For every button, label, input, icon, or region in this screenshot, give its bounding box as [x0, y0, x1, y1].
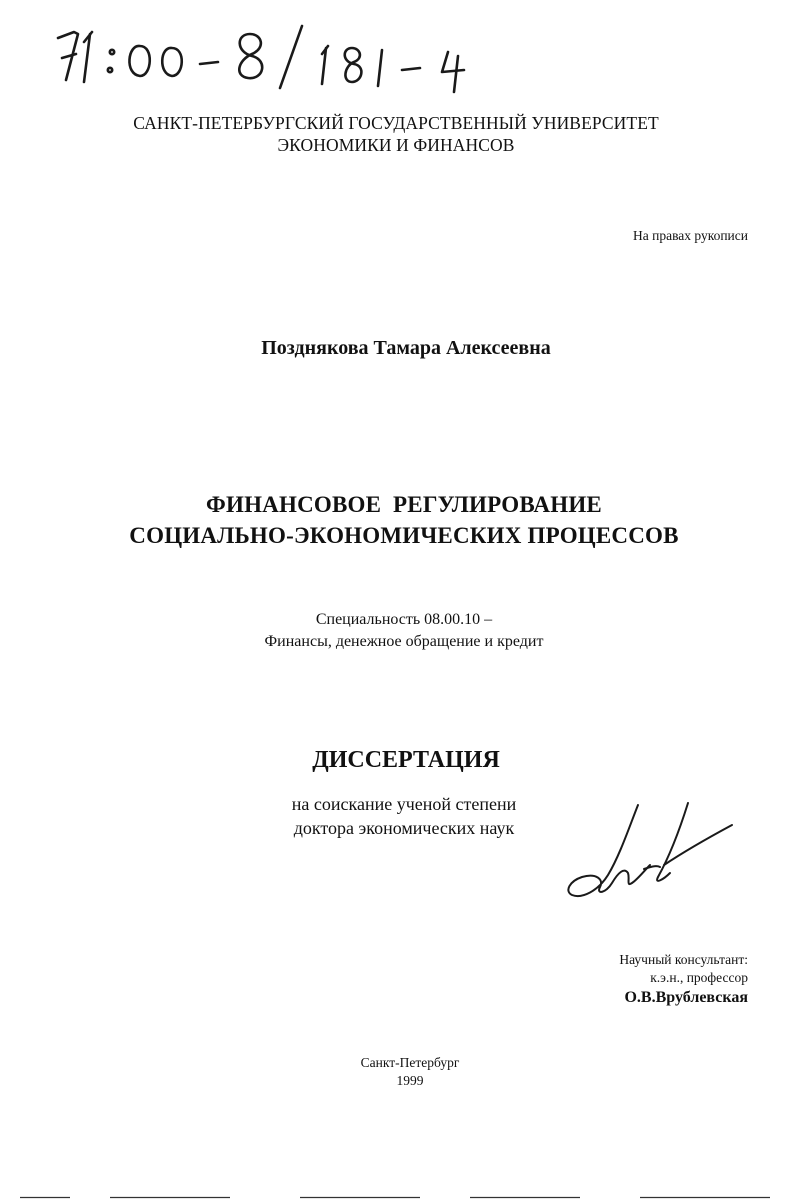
document-type: ДИССЕРТАЦИЯ: [312, 747, 500, 773]
title-line-1: ФИНАНСОВОЕ РЕГУЛИРОВАНИЕ: [206, 492, 602, 517]
year: 1999: [396, 1073, 424, 1088]
specialty-name: Финансы, денежное обращение и кредит: [264, 633, 544, 650]
place-and-year: [14, 1054, 792, 1090]
degree-line-1: на соискание ученой степени: [291, 794, 517, 814]
city: Санкт-Петербург: [360, 1055, 460, 1070]
handwritten-catalog-number: [40, 8, 500, 98]
university-name-line-2: ЭКОНОМИКИ И ФИНАНСОВ: [277, 135, 515, 155]
scientific-advisor: [619, 951, 748, 1009]
university-name-line-1: САНКТ-ПЕТЕРБУРГСКИЙ ГОСУДАРСТВЕННЫЙ УНИВЕРСИТЕТ: [133, 113, 659, 133]
rights-note: На правах рукописи: [632, 228, 748, 243]
university-name: [0, 112, 792, 156]
signature-scribble: [560, 795, 740, 910]
author-name: Позднякова Тамара Алексеевна: [261, 337, 551, 359]
advisor-name: О.В.Врублевская: [624, 989, 748, 1006]
scan-edge-line: [0, 1196, 792, 1199]
dissertation-title: [8, 489, 792, 551]
specialty-code: Специальность 08.00.10 –: [315, 611, 493, 628]
advisor-label: Научный консультант:: [619, 952, 748, 967]
specialty: [8, 609, 792, 653]
title-line-2: СОЦИАЛЬНО-ЭКОНОМИЧЕСКИХ ПРОЦЕССОВ: [129, 523, 679, 548]
advisor-rank: к.э.н., профессор: [650, 970, 748, 985]
degree-line-2: доктора экономических наук: [293, 818, 515, 838]
